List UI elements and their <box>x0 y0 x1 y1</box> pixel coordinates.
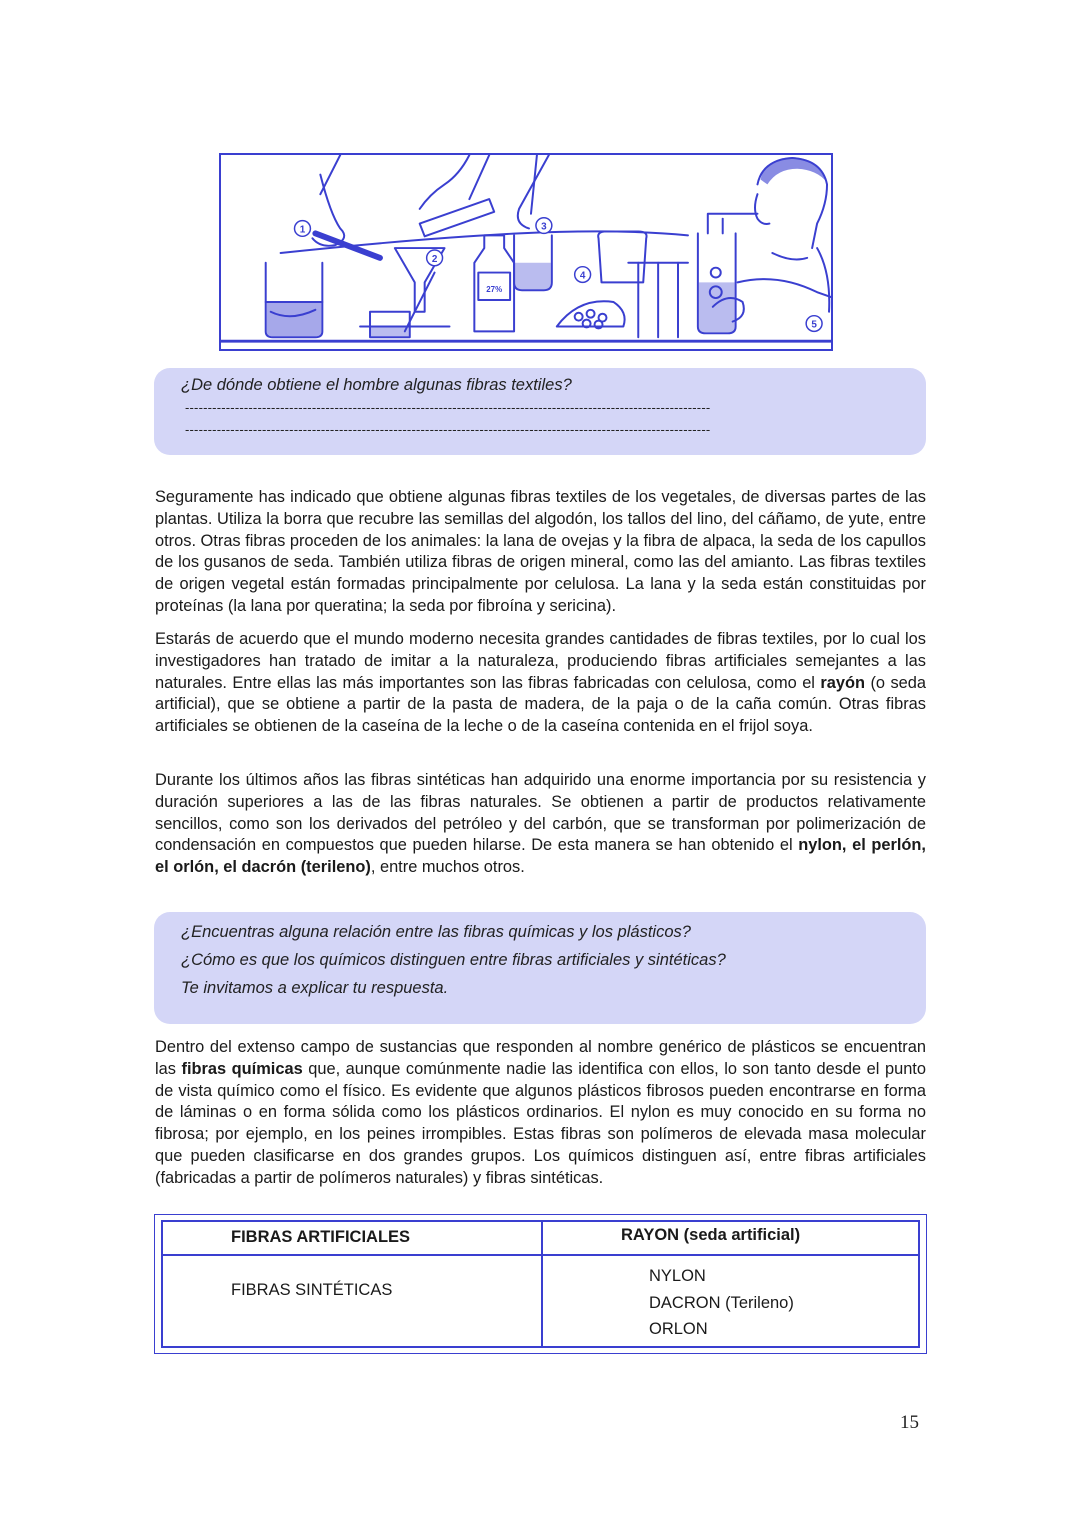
paragraph-4 <box>155 1037 926 1190</box>
question-2-line-2: ¿Cómo es que los químicos distinguen entre fibras artificiales y sintéticas? <box>181 951 726 969</box>
answer-line-1: -------------------------------------------------------------------------------------------------------------------- <box>185 400 711 415</box>
paragraph-2-part-1: Estarás de acuerdo que el mundo moderno necesita grandes cantidades de fibras textiles, por lo cual los investigadores han tratado de imitar a la naturaleza, produciendo fibras artificiales semejantes a las naturales. Entre ellas las más importantes son las fibras fabricadas con celulosa, como el <box>155 630 926 692</box>
paragraph-4-part-2: que, aunque comúnmente nadie las identifica con ellos, lo son tanto desde el punto de vista químico como el físico. Es evidente que algunos plásticos fibrosos pueden encontrarse en forma de láminas o en forma sólida como los plásticos ordinarios. El nylon es muy conocido en su forma no fibrosa; por ejemplo, en los peines irrompibles. Estas fibras son polímeros de elevada masa molecular que pueden clasificarse en dos grandes grupos. Los químicos distinguen así, entre fibras artificiales (fabricadas a partir de polímeros naturales) y fibras sintéticas. <box>155 1059 926 1187</box>
question-2-line-3: Te invitamos a explicar tu respuesta. <box>181 979 449 997</box>
label-3: 3 <box>541 221 547 233</box>
paragraph-2-part-2: (o seda artificial), que se obtiene a partir de la pasta de madera, de la paja o de la caña común. Otras fibras artificiales se obtienen de la caseína de la leche o de la caseína contenida en el frijol soya. <box>155 673 926 736</box>
paragraph-3-bold-fibers: nylon, el perlón, el orlón, el dacrón (terileno) <box>155 836 926 877</box>
paragraph-2-bold-rayon: rayón <box>820 673 866 692</box>
paragraph-4-bold-fibras-quimicas: fibras químicas <box>181 1059 303 1078</box>
table-cell-synthetic-list <box>649 1263 794 1343</box>
fibers-table-frame <box>161 1220 920 1348</box>
synthetic-item-dacron: DACRON (Terileno) <box>649 1293 794 1312</box>
lab-illustration <box>219 153 833 351</box>
label-5: 5 <box>811 319 817 331</box>
lab-scene-drawing <box>221 155 831 349</box>
question-2-line-1: ¿Encuentras alguna relación entre las fibras químicas y los plásticos? <box>181 923 691 941</box>
paragraph-3 <box>155 770 926 879</box>
table-cell-fibras-artificiales: FIBRAS ARTIFICIALES <box>231 1228 411 1246</box>
question-box-1 <box>154 368 926 455</box>
page-number: 15 <box>900 1412 919 1433</box>
synthetic-item-nylon: NYLON <box>649 1267 706 1285</box>
paragraph-2 <box>155 629 926 738</box>
table-cell-fibras-sinteticas: FIBRAS SINTÉTICAS <box>231 1281 393 1299</box>
question-box-2 <box>154 912 926 1024</box>
paragraph-1: Seguramente has indicado que obtiene algunas fibras textiles de los vegetales, de diversas partes de las plantas. Utiliza la borra que recubre las semillas del algodón, los tallos del lino, del cáñamo, de yute, entre otros. Otras fibras proceden de los animales: la lana de ovejas y la fibra de alpaca, la seda de los capullos de los gusanos de seda. También utiliza fibras de origen mineral, como las del amianto. Las fibras textiles de origen vegetal están formadas principalmente por celulosa. La lana y la seda están constituidas por proteínas (la lana por queratina; la seda por fibroína y sericina). <box>155 488 926 615</box>
label-1: 1 <box>299 224 306 236</box>
table-column-divider <box>541 1222 543 1346</box>
answer-line-2: -------------------------------------------------------------------------------------------------------------------- <box>185 422 711 437</box>
paragraph-3-part-2: , entre muchos otros. <box>370 858 525 877</box>
paragraph-4-part-1: Dentro del extenso campo de sustancias que responden al nombre genérico de plásticos se encuentran las <box>155 1038 926 1078</box>
question-1-text: ¿De dónde obtiene el hombre algunas fibras textiles? <box>181 376 572 394</box>
synthetic-item-orlon: ORLON <box>649 1320 708 1338</box>
table-cell-rayon: RAYON (seda artificial) <box>621 1226 801 1244</box>
label-2: 2 <box>431 253 438 265</box>
fibers-table <box>154 1214 927 1354</box>
bottle-label: 27% <box>486 285 503 295</box>
label-4: 4 <box>579 270 586 282</box>
paragraph-3-part-1: Durante los últimos años las fibras sintéticas han adquirido una enorme importancia por su resistencia y duración superiores a las de las fibras naturales. Se obtienen a partir de productos relativamente sencillos, como son los derivados del petróleo y del carbón, que se transforman por polimerización de condensación en compuestos que pueden hilarse. De esta manera se han obtenido el <box>155 771 926 855</box>
